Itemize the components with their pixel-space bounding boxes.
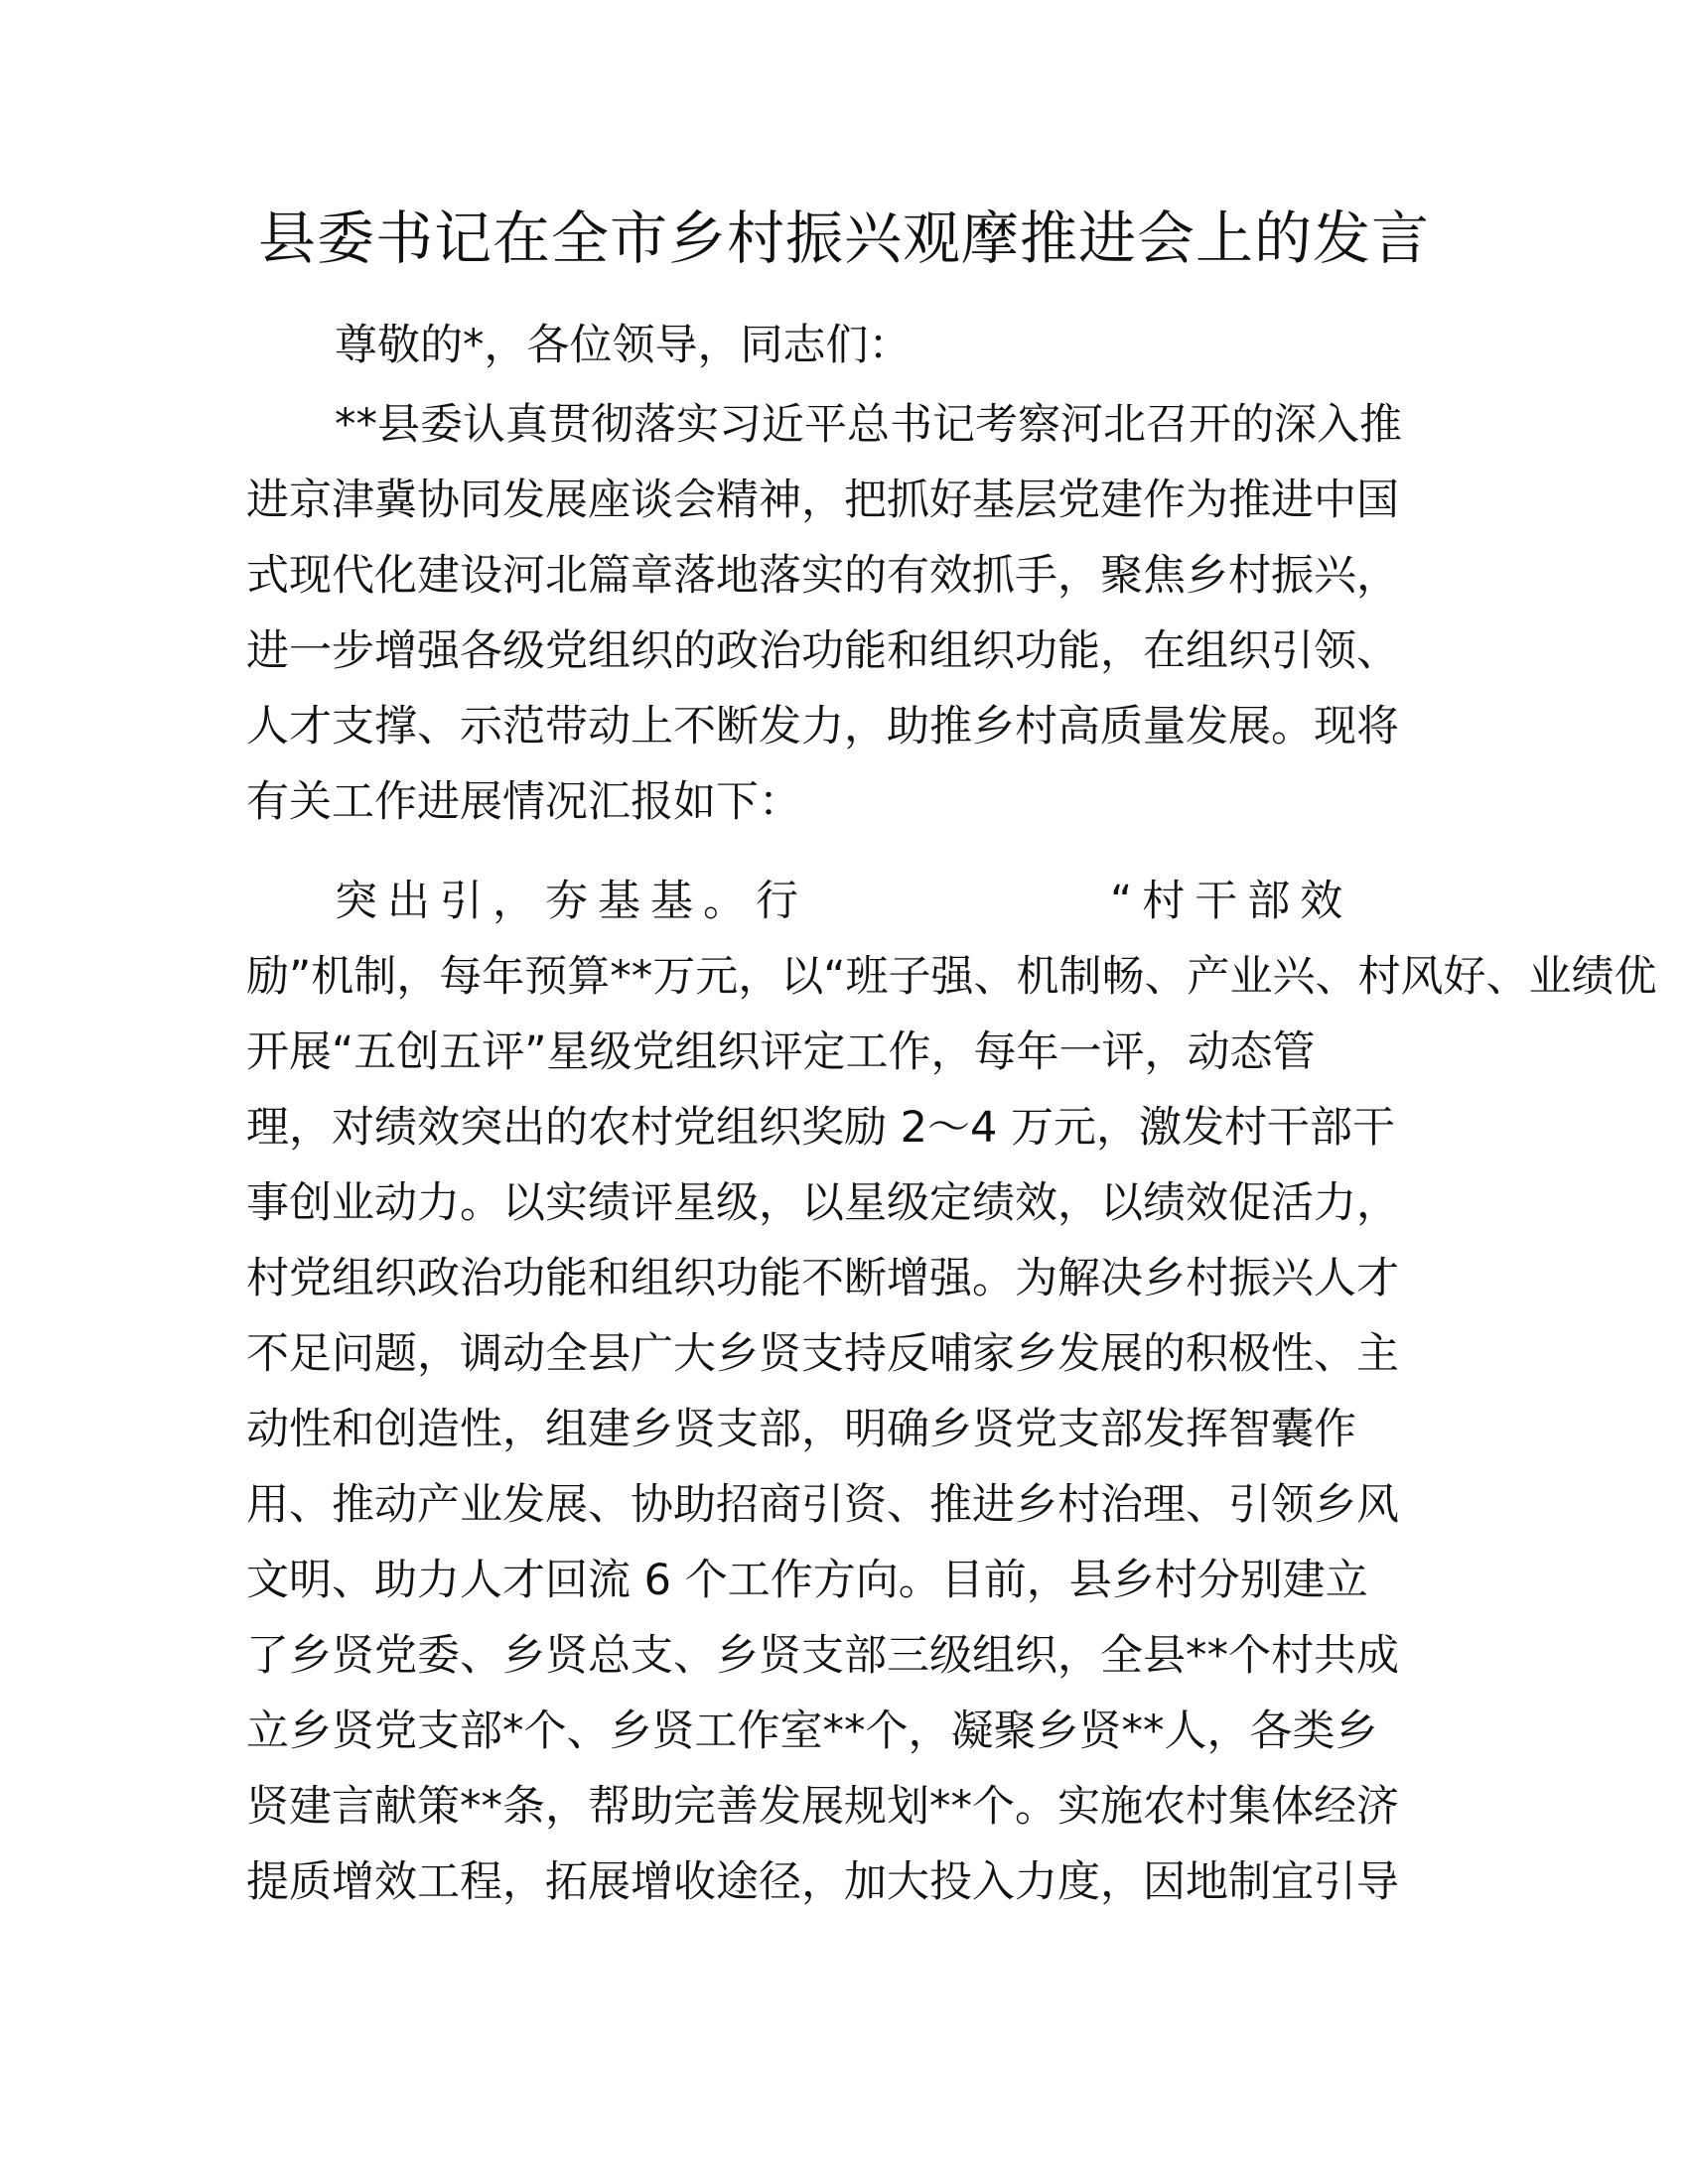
paragraph-1-line-3: 式现代化建设河北篇章落地落实的有效抓手，聚焦乡村振兴， (246, 551, 1399, 601)
paragraph-1-line-1: **县委认真贯彻落实习近平总书记考察河北召开的深入推 (335, 400, 1402, 450)
paragraph-2-line-12: 提质增效工程，拓展增收途径，加大投入力度，因地制宜引导 (246, 1857, 1399, 1907)
paragraph-2-line-11: 贤建言献策**条，帮助完善发展规划**个。实施农村集体经济 (246, 1782, 1399, 1832)
paragraph-2-line-1: 开展“五创五评”星级党组织评定工作，每年一评，动态管 (246, 1027, 1316, 1077)
paragraph-1-line-5: 人才支撑、示范带动上不断发力，助推乡村高质量发展。现将 (246, 702, 1399, 751)
paragraph-1-line-2: 进京津冀协同发展座谈会精神，把抓好基层党建作为推进中国 (246, 476, 1399, 525)
paragraph-2-line-10: 立乡贤党支部*个、乡贤工作室**个，凝聚乡贤**人，各类乡 (246, 1706, 1378, 1756)
paragraph-1-line-4: 进一步增强各级党组织的政治功能和组织功能，在组织引领、 (246, 626, 1399, 676)
document-title: 县委书记在全市乡村振兴观摩推进会上的发言 (257, 205, 1430, 272)
paragraph-2-line-9: 了乡贤党委、乡贤总支、乡贤支部三级组织，全县**个村共成 (246, 1631, 1399, 1681)
paragraph-2-line-4: 村党组织政治功能和组织功能不断增强。为解决乡村振兴人才 (246, 1254, 1399, 1303)
paragraph-2-line-7: 用、推动产业发展、协助招商引资、推进乡村治理、引领乡风 (246, 1480, 1399, 1530)
paragraph-2-line-3: 事创业动力。以实绩评星级，以星级定绩效，以绩效促活力， (246, 1178, 1399, 1228)
paragraph-1-line-6: 有关工作进展情况汇报如下： (246, 777, 801, 827)
paragraph-2-heading-right: “村干部效 (1110, 877, 1353, 926)
paragraph-2-line-6: 动性和创造性，组建乡贤支部，明确乡贤党支部发挥智囊作 (246, 1405, 1356, 1454)
paragraph-2-heading-left: 突出引，夯基基。行 (335, 877, 808, 926)
paragraph-2-overflow-line: 励”机制，每年预算**万元，以“班子强、机制畅、产业兴、村风好、业绩优 (246, 952, 1657, 1002)
paragraph-2-line-2: 理，对绩效突出的农村党组织奖励 2～4 万元，激发村干部干 (246, 1103, 1396, 1153)
paragraph-2-line-5: 不足问题，调动全县广大乡贤支持反哺家乡发展的积极性、主 (246, 1329, 1399, 1379)
paragraph-2-line-8: 文明、助力人才回流 6 个工作方向。目前，县乡村分别建立 (246, 1556, 1368, 1605)
salutation: 尊敬的*，各位领导，同志们： (335, 321, 912, 370)
